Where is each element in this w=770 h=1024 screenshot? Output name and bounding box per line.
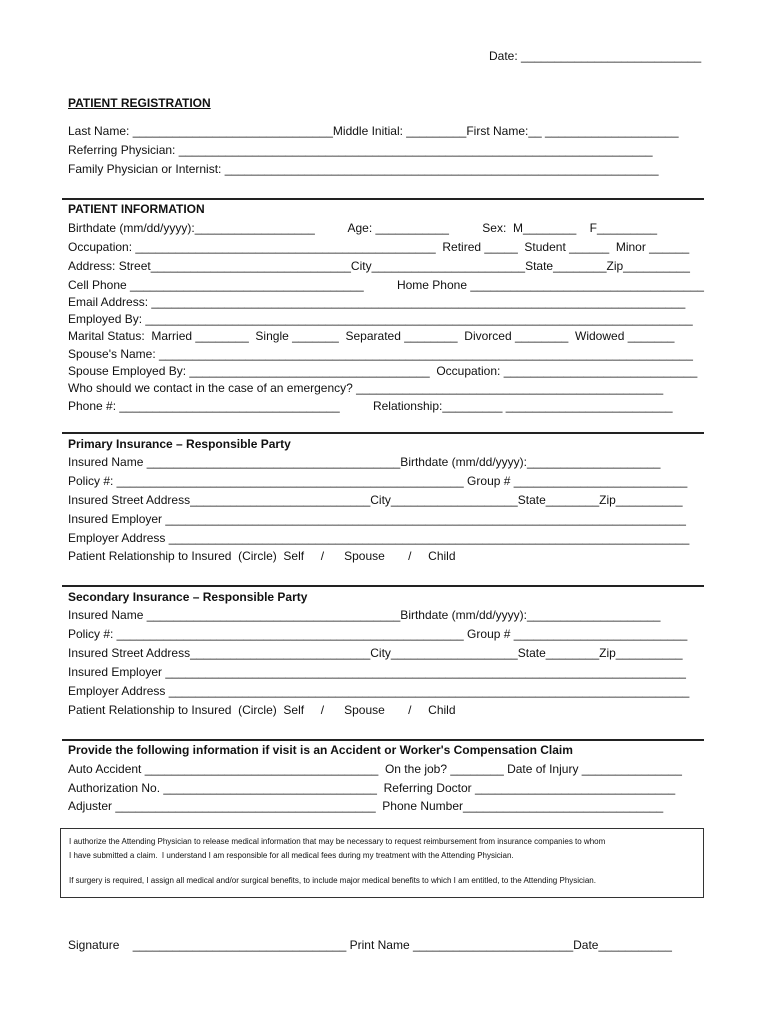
referring-physician-line[interactable]: Referring Physician: _______________________________________________________________________: [68, 143, 653, 157]
form-line[interactable]: Insured Street Address___________________________City___________________State________Zip__________: [68, 646, 683, 660]
form-line[interactable]: Insured Name ______________________________________Birthdate (mm/dd/yyyy):____________________: [68, 455, 661, 469]
section-title-registration: PATIENT REGISTRATION: [68, 96, 211, 110]
section-divider: [62, 585, 704, 587]
form-line[interactable]: Policy #: ____________________________________________________ Group # __________________________: [68, 474, 688, 488]
form-line[interactable]: Employer Address ______________________________________________________________________________: [68, 531, 690, 545]
family-physician-line[interactable]: Family Physician or Internist: _________________________________________________________________: [68, 162, 659, 176]
form-line[interactable]: Insured Employer ______________________________________________________________________________: [68, 665, 686, 679]
form-line[interactable]: Address: Street______________________________City_______________________State________Zip__________: [68, 259, 690, 273]
signature-line[interactable]: Signature ________________________________ Print Name ________________________Date___________: [68, 938, 672, 952]
name-fields-line[interactable]: Last Name: ______________________________Middle Initial: _________First Name:__ ____________________: [68, 124, 679, 138]
relationship-choice-line[interactable]: Patient Relationship to Insured (Circle) Self / Spouse / Child: [68, 549, 456, 563]
form-line[interactable]: Insured Street Address___________________________City___________________State________Zip__________: [68, 493, 683, 507]
authorization-box: [60, 828, 704, 898]
form-line[interactable]: Spouse's Name: ________________________________________________________________________________: [68, 347, 693, 361]
form-line[interactable]: Adjuster _______________________________________ Phone Number______________________________: [68, 799, 664, 813]
relationship-choice-line[interactable]: Patient Relationship to Insured (Circle) Self / Spouse / Child: [68, 703, 456, 717]
form-line[interactable]: Birthdate (mm/dd/yyyy):__________________ Age: ___________ Sex: M________ F_________: [68, 221, 658, 235]
form-line[interactable]: Email Address: ________________________________________________________________________________: [68, 295, 686, 309]
form-line[interactable]: Auto Accident ___________________________________ On the job? ________ Date of Injury _______________: [68, 762, 682, 776]
authorization-text-1a: I authorize the Attending Physician to release medical information that may be necessary to request reimbursement from insurance companies to whom: [69, 837, 606, 846]
section-title-patient-info: PATIENT INFORMATION: [68, 202, 205, 216]
section-title-primary-insurance: Primary Insurance – Responsible Party: [68, 437, 291, 451]
form-line[interactable]: Cell Phone ___________________________________ Home Phone ___________________________________: [68, 278, 704, 292]
authorization-text-1b: I have submitted a claim. I understand I am responsible for all medical fees during my treatment with the Attending Physician.: [69, 851, 514, 860]
section-divider: [62, 739, 704, 741]
form-line[interactable]: Marital Status: Married ________ Single _______ Separated ________ Divorced ________ Widowed _______: [68, 329, 675, 343]
form-line[interactable]: Who should we contact in the case of an emergency? ______________________________________________: [68, 381, 664, 395]
form-line[interactable]: Employed By: __________________________________________________________________________________: [68, 312, 693, 326]
form-line[interactable]: Spouse Employed By: ____________________________________ Occupation: _____________________________: [68, 364, 698, 378]
section-divider: [62, 432, 704, 434]
date-field[interactable]: Date: ___________________________: [489, 49, 702, 63]
form-line[interactable]: Phone #: _________________________________ Relationship:_________ _________________________: [68, 399, 673, 413]
section-divider: [62, 198, 704, 200]
form-line[interactable]: Occupation: _____________________________________________ Retired _____ Student ______ Minor ______: [68, 240, 690, 254]
section-title-accident: Provide the following information if visit is an Accident or Worker's Compensation Claim: [68, 743, 573, 757]
section-title-secondary-insurance: Secondary Insurance – Responsible Party: [68, 590, 308, 604]
form-line[interactable]: Insured Employer ______________________________________________________________________________: [68, 512, 686, 526]
form-line[interactable]: Policy #: ____________________________________________________ Group # __________________________: [68, 627, 688, 641]
authorization-text-2: If surgery is required, I assign all medical and/or surgical benefits, to include major medical benefits to which I am entitled, to the Attending Physician.: [69, 876, 596, 885]
form-line[interactable]: Employer Address ______________________________________________________________________________: [68, 684, 690, 698]
form-line[interactable]: Insured Name ______________________________________Birthdate (mm/dd/yyyy):____________________: [68, 608, 661, 622]
form-line[interactable]: Authorization No. ________________________________ Referring Doctor ______________________________: [68, 781, 676, 795]
